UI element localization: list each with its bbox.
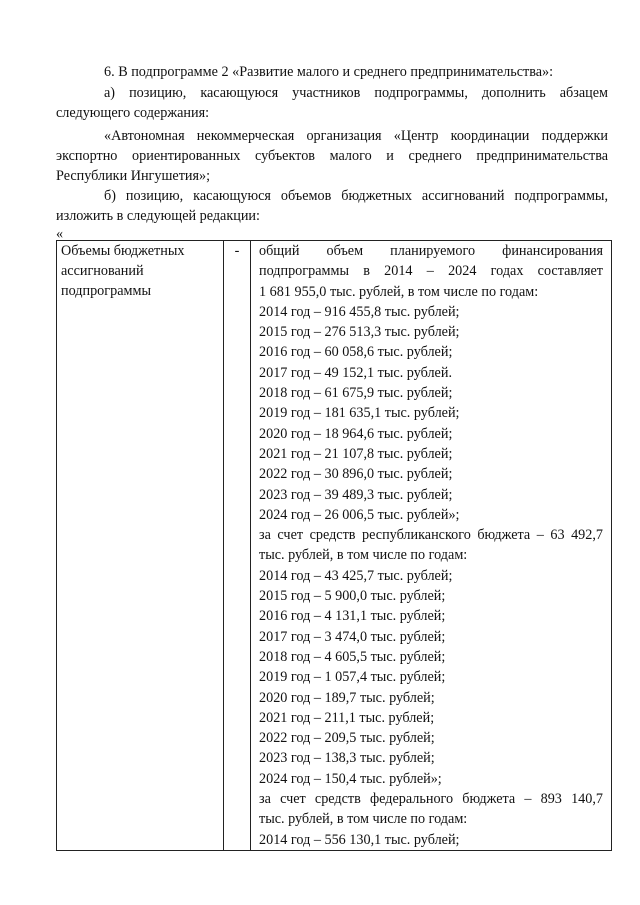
table-value-line: 2022 год – 30 896,0 тыс. рублей; <box>259 466 453 483</box>
opening-quote-mark: « <box>56 226 64 242</box>
paragraph-budget-line2: изложить в следующей редакции: <box>56 208 260 224</box>
table-values-cell <box>251 241 612 851</box>
paragraph-organization-line1: «Автономная некоммерческая организация «Центр координации поддержки <box>104 128 608 144</box>
paragraph-budget-line1: б) позицию, касающуюся объемов бюджетных ассигнований подпрограммы, <box>104 188 608 204</box>
table-value-line: тыс. рублей, в том числе по годам: <box>259 811 468 828</box>
table-value-line: 2023 год – 138,3 тыс. рублей; <box>259 750 435 767</box>
paragraph-subprogram-heading: 6. В подпрограмме 2 «Развитие малого и среднего предпринимательства»: <box>104 64 554 80</box>
table-value-line: 2022 год – 209,5 тыс. рублей; <box>259 730 435 747</box>
table-value-line: 2023 год – 39 489,3 тыс. рублей; <box>259 486 453 503</box>
table-value-line: 2015 год – 276 513,3 тыс. рублей; <box>259 324 460 341</box>
table-value-line: 2017 год – 3 474,0 тыс. рублей; <box>259 628 446 645</box>
table-value-line: 2021 год – 21 107,8 тыс. рублей; <box>259 445 453 462</box>
table-dash-cell: - <box>224 241 251 851</box>
table-value-line: 2020 год – 189,7 тыс. рублей; <box>259 689 435 706</box>
table-value-line: 2014 год – 43 425,7 тыс. рублей; <box>259 567 453 584</box>
table-value-line: 2019 год – 1 057,4 тыс. рублей; <box>259 669 446 686</box>
table-value-line: подпрограммы в 2014 – 2024 годах составляет <box>259 263 603 280</box>
table-value-line: 2017 год – 49 152,1 тыс. рублей. <box>259 364 452 381</box>
table-value-line: за счет средств республиканского бюджета – 63 492,7 <box>259 527 603 544</box>
paragraph-participants-line2: следующего содержания: <box>56 105 210 121</box>
table-value-line: тыс. рублей, в том числе по годам: <box>259 547 468 564</box>
table-value-line: 2018 год – 61 675,9 тыс. рублей; <box>259 385 453 402</box>
table-value-line: 2018 год – 4 605,5 тыс. рублей; <box>259 648 446 665</box>
table-value-line: 2014 год – 916 455,8 тыс. рублей; <box>259 303 460 320</box>
table-value-line: 2015 год – 5 900,0 тыс. рублей; <box>259 588 446 605</box>
paragraph-participants-line1: а) позицию, касающуюся участников подпрограммы, дополнить абзацем <box>104 85 608 101</box>
table-value-line: 2021 год – 211,1 тыс. рублей; <box>259 709 435 726</box>
table-value-line: 2024 год – 150,4 тыс. рублей»; <box>259 770 442 787</box>
table-value-line: 1 681 955,0 тыс. рублей, в том числе по годам: <box>259 283 539 300</box>
table-value-line: общий объем планируемого финансирования <box>259 243 603 259</box>
table-value-line: 2016 год – 60 058,6 тыс. рублей; <box>259 344 453 361</box>
budget-allocation-table <box>56 240 612 851</box>
table-value-line: 2014 год – 556 130,1 тыс. рублей; <box>259 831 460 848</box>
table-row <box>57 241 612 851</box>
paragraph-organization-line3: Республики Ингушетия»; <box>56 168 211 184</box>
table-label-cell: Объемы бюджетных ассигнований подпрограммы <box>57 241 224 851</box>
table-value-line: 2020 год – 18 964,6 тыс. рублей; <box>259 425 453 442</box>
paragraph-organization-line2: экспортно ориентированных субъектов малого и среднего предпринимательства <box>56 148 608 164</box>
table-value-line: 2024 год – 26 006,5 тыс. рублей»; <box>259 506 460 523</box>
table-value-line: 2016 год – 4 131,1 тыс. рублей; <box>259 608 446 625</box>
table-value-line: 2019 год – 181 635,1 тыс. рублей; <box>259 405 460 422</box>
table-value-line: за счет средств федерального бюджета – 893 140,7 <box>259 791 603 808</box>
